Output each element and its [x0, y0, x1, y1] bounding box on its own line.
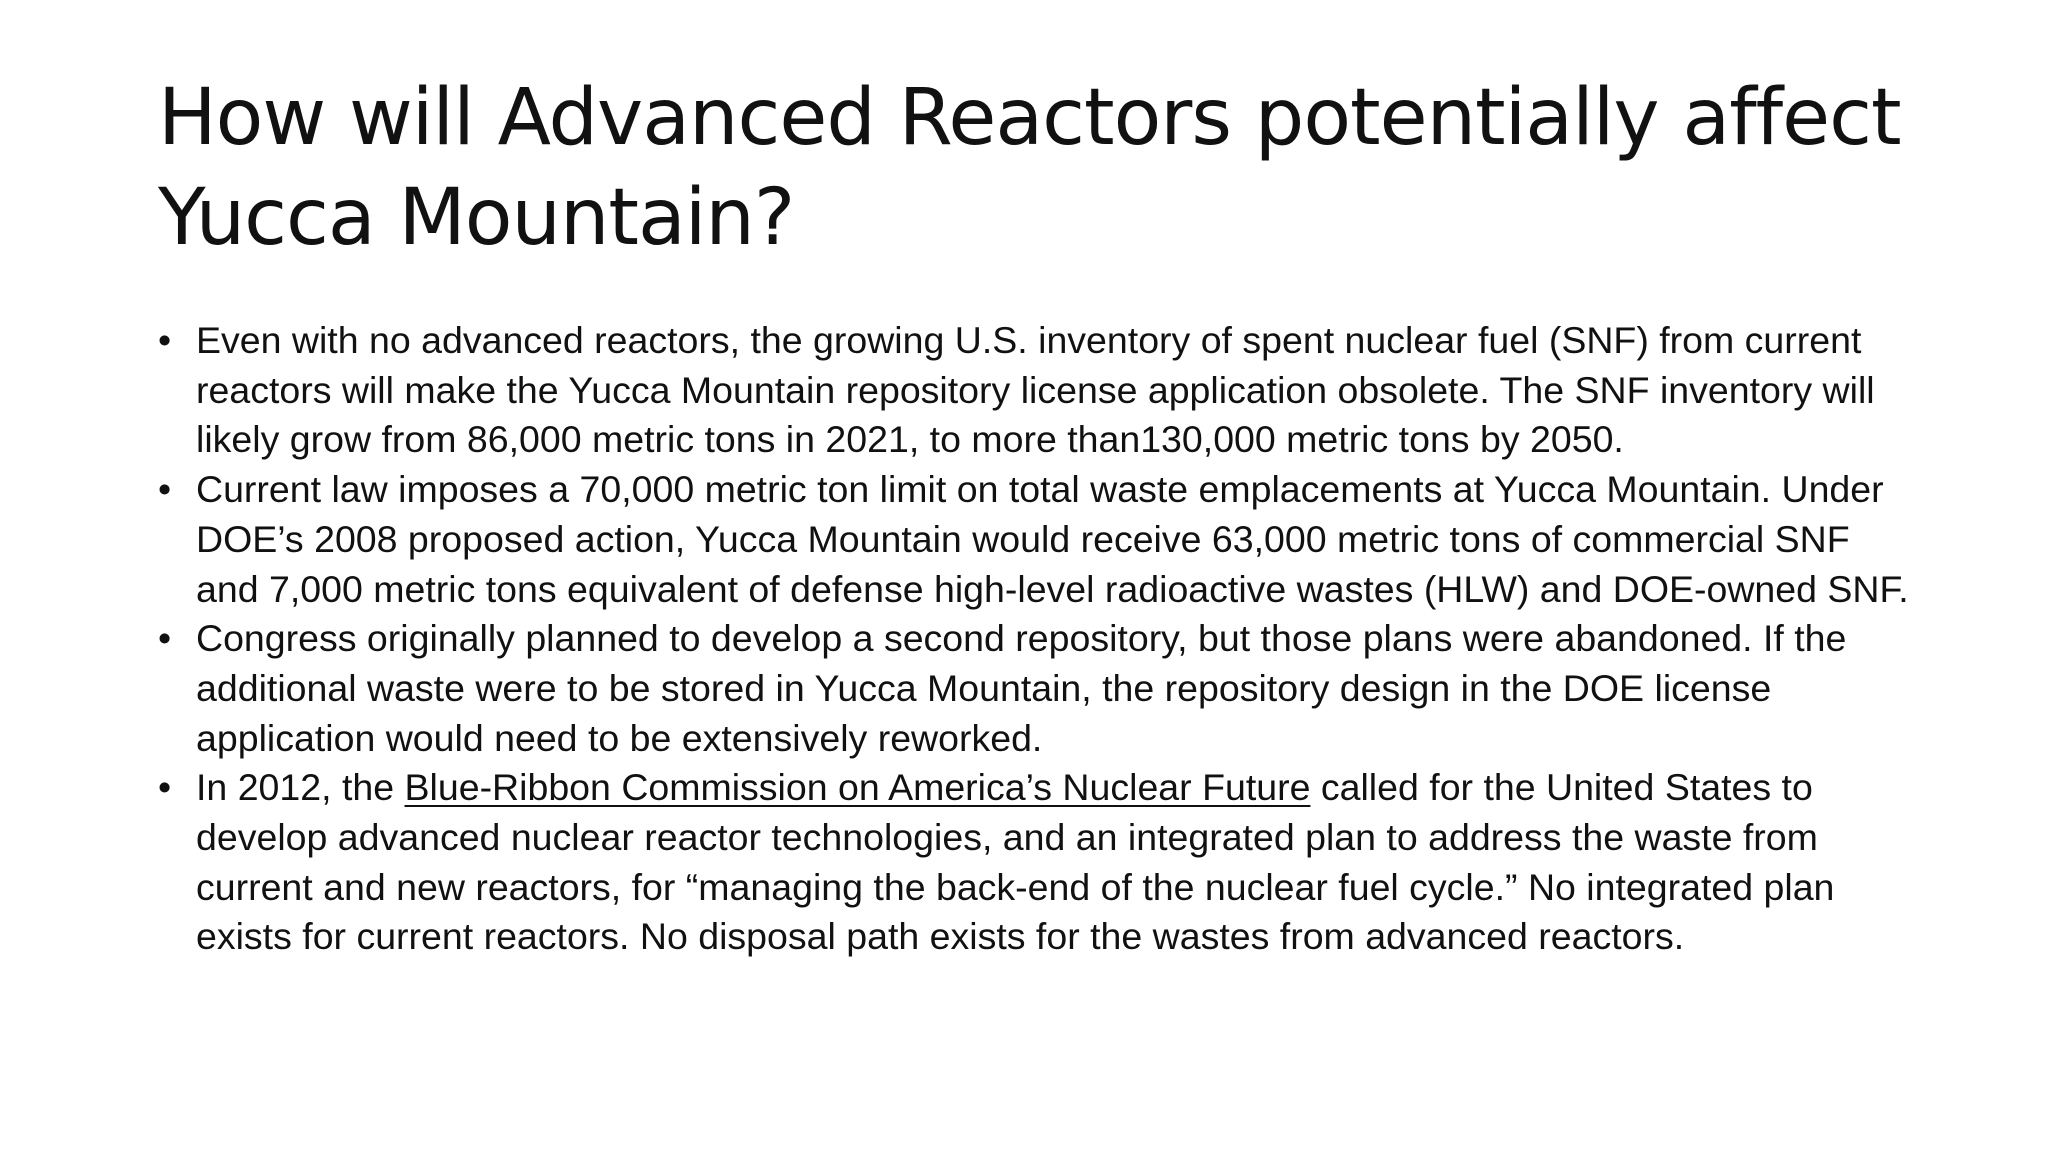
bullet-marker: •	[158, 766, 172, 809]
blue-ribbon-commission-link[interactable]: Blue-Ribbon Commission on America’s Nuclear Future	[404, 766, 1311, 809]
slide-title: How will Advanced Reactors potentially affect Yucca Mountain?	[158, 73, 1901, 263]
bullet-item-blue-ribbon-commission	[158, 763, 1918, 962]
bullet-marker: •	[158, 319, 172, 361]
bullet-text: Even with no advanced reactors, the growing U.S. inventory of spent nuclear fuel (SNF) from current reactors will make the Yucca Mountain repository license application obsolete. The SNF inventory will likely grow from 86,000 metric tons in 2021, to more than130,000 metric tons by 2050.	[196, 319, 1875, 461]
bullet-marker: •	[158, 617, 172, 660]
bullet-text-before-link: In 2012, the	[196, 766, 405, 809]
bullet-list	[158, 316, 1918, 962]
bullet-text: Congress originally planned to develop a second repository, but those plans were abandoned. If the additional waste were to be stored in Yucca Mountain, the repository design in the DOE license application would need to be extensively reworked.	[196, 617, 1847, 759]
bullet-text: Current law imposes a 70,000 metric ton limit on total waste emplacements at Yucca Mountain. Under DOE’s 2008 proposed action, Yucca Mountain would receive 63,000 metric tons of commercial SNF and 7,000 metric tons equivalent of defense high-level radioactive wastes (HLW) and DOE-owned SNF.	[196, 468, 1909, 610]
bullet-item-waste-limit	[158, 465, 1918, 614]
bullet-text-after-link: called for the United States to develop advanced nuclear reactor technologies, and an integrated plan to address the waste from current and new reactors, for “managing the back-end of the nuclear fuel cycle.” No integrated plan exists for current reactors. No disposal path exists for the wastes from advanced reactors.	[196, 766, 1835, 958]
bullet-item-snf-inventory	[158, 316, 1918, 465]
bullet-item-second-repository	[158, 614, 1918, 763]
bullet-marker: •	[158, 468, 172, 511]
